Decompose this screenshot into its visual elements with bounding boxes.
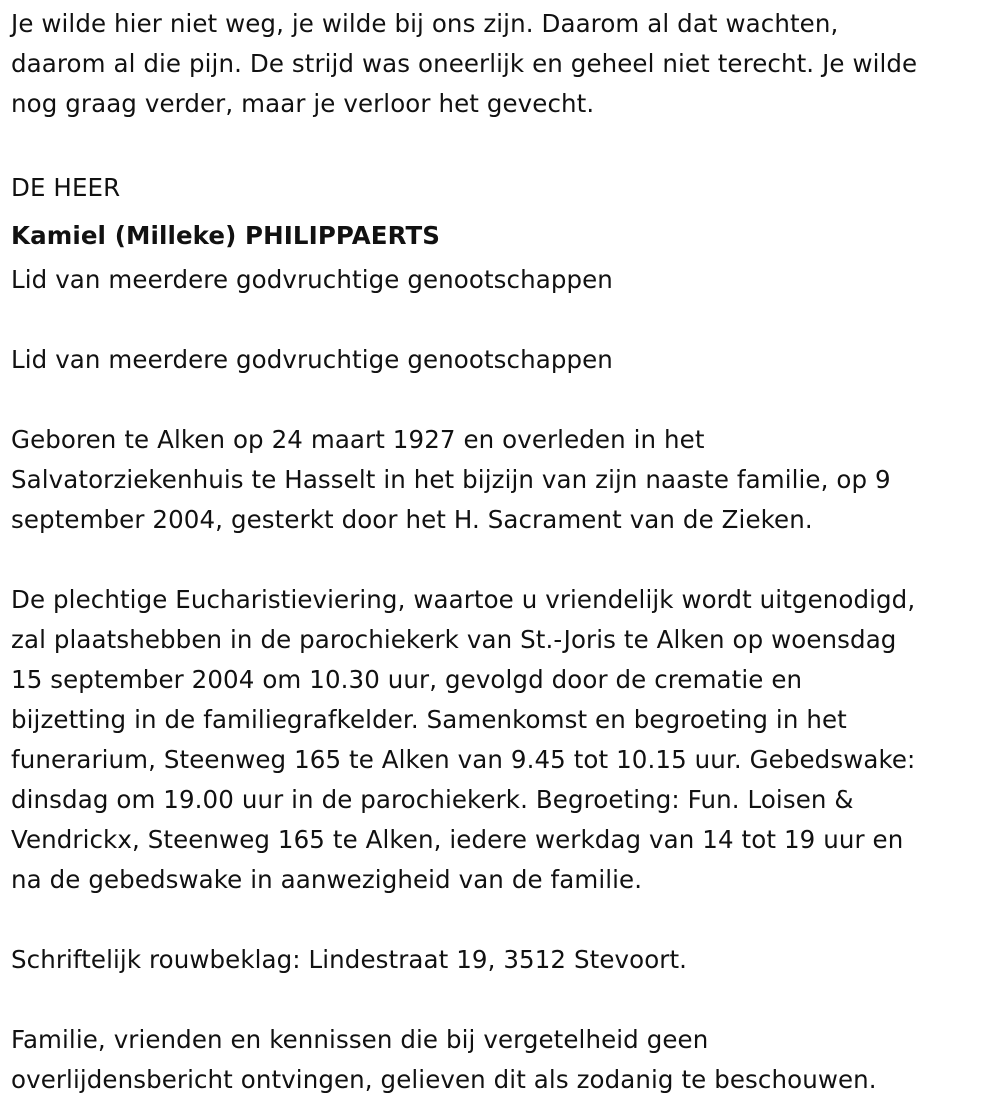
intro-line: nog graag verder, maar je verloor het gevecht.	[11, 89, 595, 118]
intro-line: Je wilde hier niet weg, je wilde bij ons zijn. Daarom al dat wachten,	[11, 9, 839, 38]
spacer	[11, 124, 991, 164]
deceased-name: Kamiel (Milleke) PHILIPPAERTS	[11, 221, 441, 250]
spacer	[11, 300, 991, 340]
spacer	[11, 540, 991, 580]
salutation: DE HEER	[11, 173, 121, 202]
paragraph-line: funerarium, Steenweg 165 te Alken van 9.45 tot 10.15 uur. Gebedswake:	[11, 745, 916, 774]
membership-line: Lid van meerdere godvruchtige genootschappen	[11, 345, 613, 374]
closing-paragraph	[11, 1020, 991, 1100]
intro-line: daarom al die pijn. De strijd was oneerlijk en geheel niet terecht. Je wilde	[11, 49, 918, 78]
paragraph-line: zal plaatshebben in de parochiekerk van St.-Joris te Alken op woensdag	[11, 625, 897, 654]
membership-line: Lid van meerdere godvruchtige genootschappen	[11, 265, 613, 294]
paragraph-line: bijzetting in de familiegrafkelder. Samenkomst en begroeting in het	[11, 705, 847, 734]
paragraph-line: overlijdensbericht ontvingen, gelieven dit als zodanig te beschouwen.	[11, 1065, 877, 1094]
spacer	[11, 380, 991, 420]
paragraph-line: na de gebedswake in aanwezigheid van de familie.	[11, 865, 643, 894]
paragraph-line: dinsdag om 19.00 uur in de parochiekerk. Begroeting: Fun. Loisen &	[11, 785, 854, 814]
paragraph-line: september 2004, gesterkt door het H. Sacrament van de Zieken.	[11, 505, 813, 534]
paragraph-line: 15 september 2004 om 10.30 uur, gevolgd door de crematie en	[11, 665, 803, 694]
condolence-address: Schriftelijk rouwbeklag: Lindestraat 19, 3512 Stevoort.	[11, 945, 688, 974]
spacer	[11, 900, 991, 940]
paragraph-line: Familie, vrienden en kennissen die bij vergetelheid geen	[11, 1025, 709, 1054]
obituary-document	[11, 0, 991, 1100]
paragraph-line: Geboren te Alken op 24 maart 1927 en overleden in het	[11, 425, 705, 454]
paragraph-line: De plechtige Eucharistieviering, waartoe u vriendelijk wordt uitgenodigd,	[11, 585, 916, 614]
birth-death-paragraph	[11, 420, 991, 540]
ceremony-paragraph	[11, 580, 991, 900]
spacer	[11, 980, 991, 1020]
intro-poem	[11, 0, 991, 124]
paragraph-line: Vendrickx, Steenweg 165 te Alken, iedere werkdag van 14 tot 19 uur en	[11, 825, 904, 854]
paragraph-line: Salvatorziekenhuis te Hasselt in het bijzijn van zijn naaste familie, op 9	[11, 465, 891, 494]
